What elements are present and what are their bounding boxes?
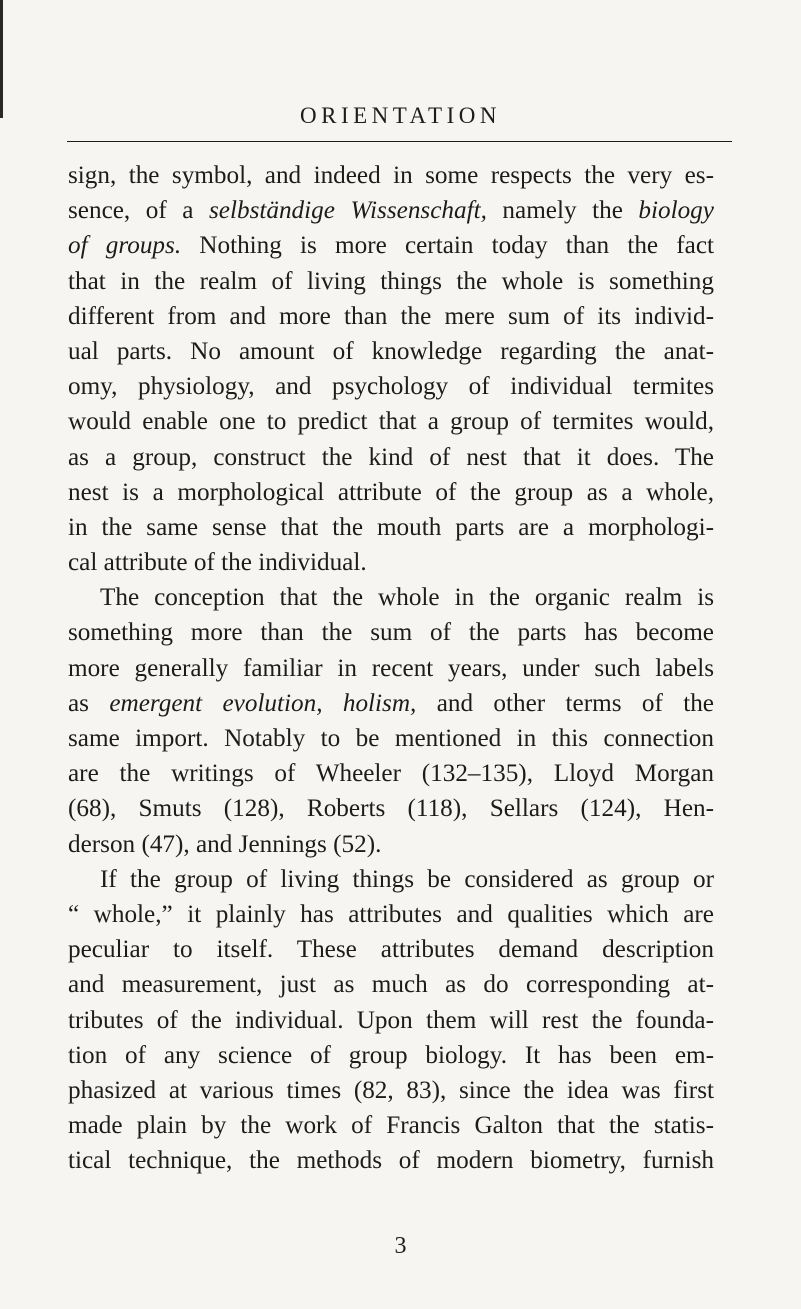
text-line (68, 580, 714, 615)
text-segment: as a group, construct the kind of nest that it does. The (68, 443, 714, 471)
text-segment: and other terms of the (416, 689, 714, 717)
text-line (68, 510, 714, 545)
text-segment: sign, the symbol, and indeed in some respects the very es- (68, 162, 714, 189)
text-segment: If the group of living things be considered as group or (100, 865, 714, 893)
text-segment: tributes of the individual. Upon them will rest the founda- (68, 1006, 714, 1034)
text-line (68, 475, 714, 510)
text-line (68, 299, 714, 334)
text-segment: namely the (486, 197, 639, 225)
italic-phrase: emergent evolution, holism, (109, 689, 417, 717)
body-text (68, 158, 714, 1178)
text-line (68, 827, 714, 862)
text-segment: as (68, 689, 110, 717)
header-rule (67, 141, 732, 142)
text-line (68, 193, 714, 228)
italic-phrase: selbständige Wissenschaft, (209, 197, 487, 225)
text-line (68, 440, 714, 475)
page-number: 3 (394, 1233, 407, 1259)
text-segment: nest is a morphological attribute of the group as a whole, (68, 478, 714, 506)
text-segment: (68), Smuts (128), Roberts (118), Sellars (124), Hen- (68, 795, 714, 823)
text-line (68, 545, 714, 580)
text-segment: would enable one to predict that a group of termites would, (68, 408, 714, 436)
text-line (68, 615, 714, 650)
text-segment: peculiar to itself. These attributes demand description (68, 936, 714, 964)
text-line (68, 369, 714, 404)
text-segment: sence, of a (68, 197, 209, 225)
text-line (68, 967, 714, 1002)
text-segment: phasized at various times (82, 83), since the idea was first (68, 1076, 714, 1104)
text-line (68, 686, 714, 721)
text-line (68, 1143, 714, 1178)
text-segment: Nothing is more certain today than the fact (181, 232, 715, 260)
text-line (68, 334, 714, 369)
text-line (68, 264, 714, 299)
text-line (68, 791, 714, 826)
text-line (68, 721, 714, 756)
text-segment: that in the realm of living things the whole is something (68, 267, 714, 295)
running-head: ORIENTATION (300, 103, 501, 128)
text-segment: more generally familiar in recent years, under such labels (68, 654, 714, 682)
text-segment: made plain by the work of Francis Galton that the statis- (68, 1112, 714, 1140)
text-line (68, 651, 714, 686)
text-line (68, 1108, 714, 1143)
text-line (68, 756, 714, 791)
text-line (68, 158, 714, 193)
text-segment: The conception that the whole in the organic realm is (100, 584, 714, 612)
text-segment: omy, physiology, and psychology of individual termites (68, 373, 714, 401)
italic-phrase: of groups. (68, 232, 182, 260)
text-segment: are the writings of Wheeler (132–135), Lloyd Morgan (68, 760, 714, 788)
text-segment: “ whole,” it plainly has attributes and qualities which are (68, 900, 714, 928)
text-segment: same import. Notably to be mentioned in this connection (68, 725, 714, 752)
text-segment: ual parts. No amount of knowledge regarding the anat- (68, 337, 714, 365)
text-segment: and measurement, just as much as do corresponding at- (68, 971, 714, 999)
italic-phrase: biology (638, 197, 714, 225)
text-line (68, 1073, 714, 1108)
text-segment: tical technique, the methods of modern biometry, furnish (68, 1147, 714, 1175)
text-segment: something more than the sum of the parts has become (68, 619, 714, 647)
text-segment: derson (47), and Jennings (52). (68, 830, 382, 858)
text-segment: tion of any science of group biology. It has been em- (68, 1041, 714, 1069)
text-segment: different from and more than the mere sum of its individ- (68, 302, 714, 330)
text-line (68, 1003, 714, 1038)
text-line (68, 897, 714, 932)
text-segment: in the same sense that the mouth parts are a morphologi- (68, 513, 714, 541)
text-line (68, 1038, 714, 1073)
text-line (68, 228, 714, 263)
text-line (68, 862, 714, 897)
text-segment: cal attribute of the individual. (68, 549, 367, 577)
text-line (68, 404, 714, 439)
text-line (68, 932, 714, 967)
